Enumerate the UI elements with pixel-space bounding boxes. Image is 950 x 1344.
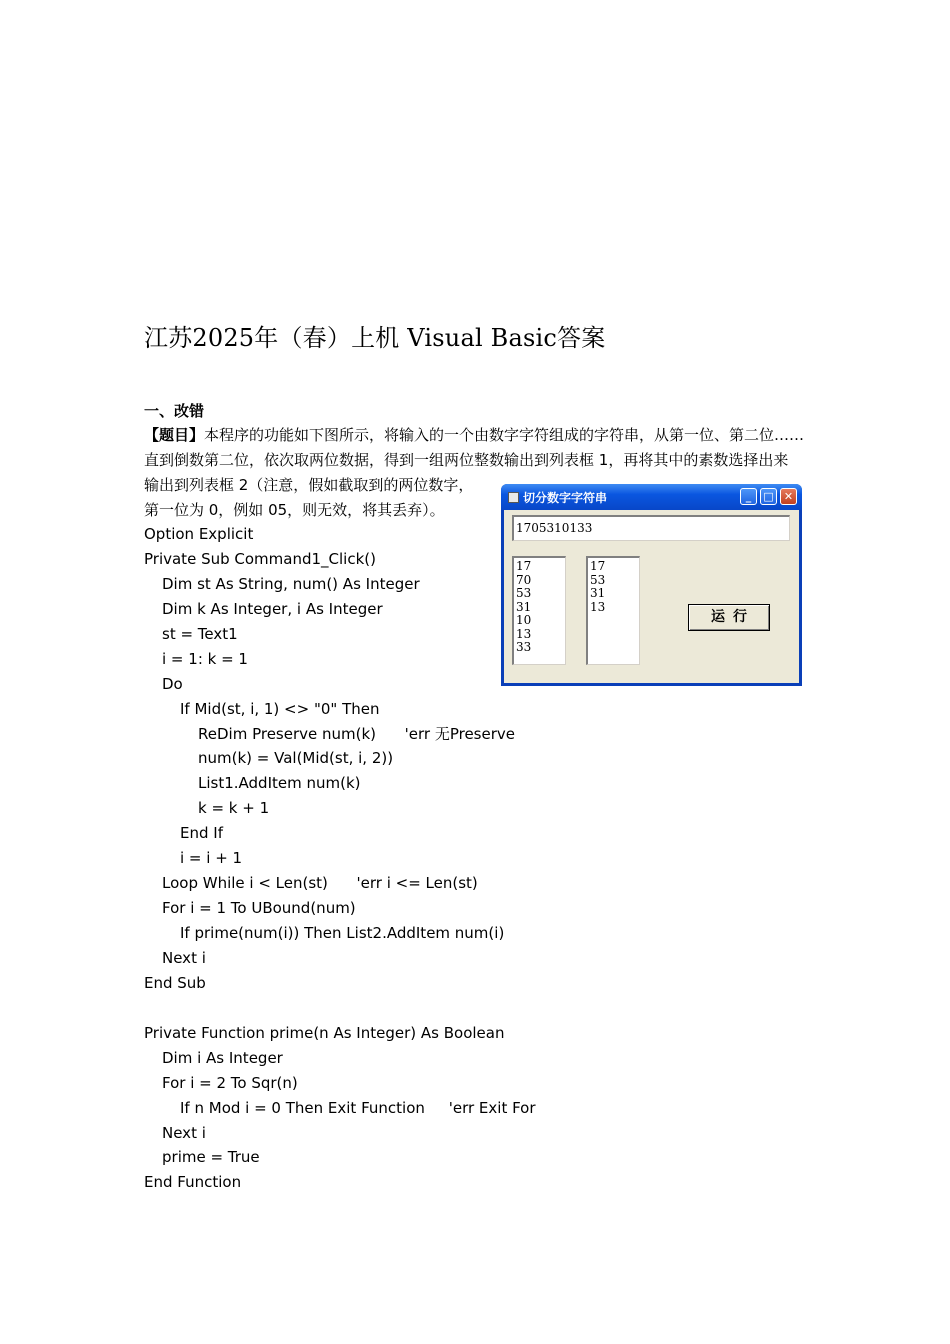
task-label: 【题目】 (144, 426, 205, 444)
list2-listbox[interactable] (586, 556, 640, 665)
code-line: For i = 2 To Sqr(n) (162, 1073, 298, 1092)
code-line: Dim i As Integer (162, 1048, 283, 1067)
code-line: Next i (162, 1123, 206, 1142)
code-line (144, 996, 536, 1021)
list-item[interactable]: 70 (516, 572, 532, 587)
code-line: If n Mod i = 0 Then Exit Function 'err Exit For (180, 1098, 536, 1117)
code-line: prime = True (162, 1148, 260, 1167)
app-icon (508, 492, 519, 503)
code-line: End Function (144, 1173, 242, 1192)
list-item[interactable]: 53 (516, 586, 532, 600)
task-text-1: 本程序的功能如下图所示，将输入的一个由数字字符组成的字符串，从第一位、第二位…… (204, 426, 805, 444)
code-line: num(k) = Val(Mid(st, i, 2)) (198, 749, 394, 768)
section-heading: 一、改错 (144, 402, 205, 420)
text1-input[interactable]: 1705310133 (512, 515, 790, 541)
code-line: i = i + 1 (180, 849, 243, 868)
task-line-3: 输出到列表框 2（注意，假如截取到的两位数字， (144, 476, 474, 494)
list-item[interactable]: 10 (516, 613, 532, 627)
code-line: End If (180, 824, 223, 843)
code-line: Loop While i < Len(st) 'err i <= Len(st) (162, 874, 478, 893)
list-item[interactable]: 33 (516, 640, 532, 654)
code-line: If Mid(st, i, 1) <> "0" Then (180, 699, 380, 718)
code-line: Dim k As Integer, i As Integer (162, 599, 383, 618)
code-line: i = 1: k = 1 (162, 649, 248, 668)
window-title: 切分数字字符串 (523, 491, 608, 505)
form-client-area (504, 510, 799, 683)
list-item[interactable]: 17 (590, 559, 606, 573)
maximize-button[interactable]: □ (760, 488, 777, 505)
code-line: k = k + 1 (198, 799, 270, 818)
code-line: st = Text1 (162, 624, 238, 643)
list-item[interactable]: 13 (590, 599, 606, 614)
run-button[interactable]: 运行 (688, 604, 770, 631)
list-item[interactable]: 31 (590, 586, 606, 600)
code-line: Option Explicit (144, 525, 254, 543)
list-item[interactable]: 31 (516, 599, 532, 614)
code-line: For i = 1 To UBound(num) (162, 899, 356, 918)
task-line-2: 直到倒数第二位，依次取两位数据，得到一组两位整数输出到列表框 1，再将其中的素数选择出来 (144, 451, 789, 469)
code-line: End Sub (144, 973, 206, 992)
list1-listbox[interactable] (512, 556, 566, 665)
code-line: Dim st As String, num() As Integer (162, 574, 420, 593)
code-line: Next i (162, 948, 206, 967)
code-line: Private Function prime(n As Integer) As Boolean (144, 1023, 505, 1042)
code-line: ReDim Preserve num(k) 'err 无Preserve (198, 724, 515, 743)
list-item[interactable]: 53 (590, 572, 606, 587)
vb-form-window (501, 484, 802, 686)
title-bar[interactable] (501, 484, 802, 510)
task-line-4: 第一位为 0，例如 05，则无效，将其丢弃）。 (144, 501, 445, 519)
code-line: If prime(num(i)) Then List2.AddItem num(i) (180, 924, 505, 942)
code-line: Private Sub Command1_Click() (144, 549, 376, 568)
minimize-button[interactable]: _ (740, 488, 757, 505)
code-block (144, 522, 536, 1195)
code-line: Do (162, 674, 183, 693)
close-button[interactable]: ✕ (780, 488, 797, 505)
document-title: 江苏2025年（春）上机 Visual Basic答案 (144, 324, 606, 352)
list-item[interactable]: 13 (516, 626, 532, 641)
task-line-1 (144, 423, 804, 448)
code-line: List1.AddItem num(k) (198, 774, 361, 793)
list-item[interactable]: 17 (516, 559, 532, 573)
